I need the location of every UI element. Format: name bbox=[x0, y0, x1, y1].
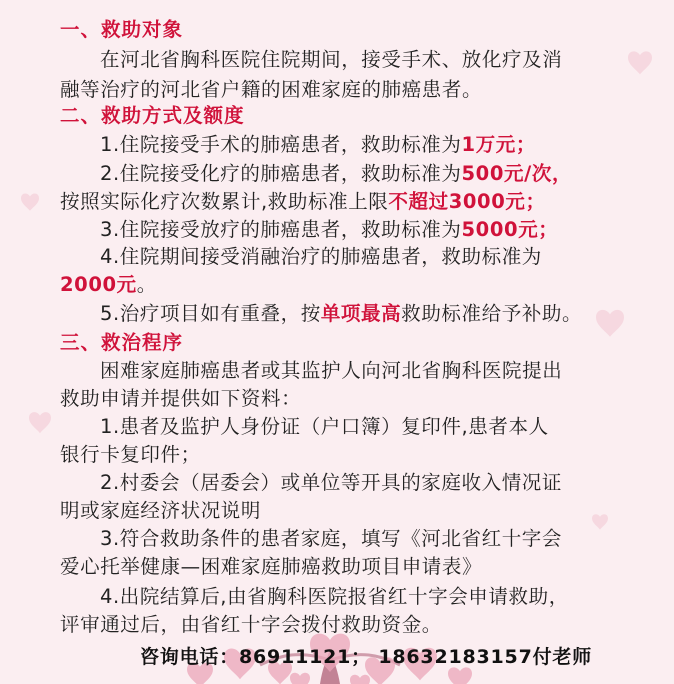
list-item bbox=[100, 161, 572, 187]
item-text: 按照实际化疗次数累计,救助标准上限 bbox=[60, 190, 389, 213]
list-item bbox=[100, 301, 582, 327]
highlight-amount: 不超过3000元； bbox=[388, 190, 546, 213]
highlight-text: 单项最高 bbox=[320, 302, 402, 325]
list-item-continued: 银行卡复印件； bbox=[60, 443, 201, 466]
item-text: 3.住院接受放疗的肺癌患者，救助标准为 bbox=[100, 218, 462, 241]
item-text: 1.住院接受手术的肺癌患者，救助标准为 bbox=[100, 133, 462, 156]
list-item-continued: 爱心托举健康—困难家庭肺癌救助项目申请表》 bbox=[60, 555, 483, 578]
highlight-amount: 500元/次， bbox=[461, 162, 573, 185]
paragraph-line: 融等治疗的河北省户籍的困难家庭的肺癌患者。 bbox=[60, 78, 483, 101]
list-item: 2.村委会（居委会）或单位等开具的家庭收入情况证 bbox=[100, 471, 563, 494]
list-item-continued: 明或家庭经济状况说明 bbox=[60, 499, 262, 522]
contact-phone: 咨询电话：86911121； 18632183157付老师 bbox=[140, 646, 592, 668]
item-text: 2.住院接受化疗的肺癌患者，救助标准为 bbox=[100, 162, 462, 185]
item-text: 5.治疗项目如有重叠，按 bbox=[100, 302, 321, 325]
highlight-amount: 1万元； bbox=[461, 133, 536, 156]
list-item-continued bbox=[60, 189, 546, 215]
list-item: 4.住院期间接受消融治疗的肺癌患者，救助标准为 bbox=[100, 245, 542, 268]
item-text: 。 bbox=[136, 273, 157, 296]
list-item: 4.出院结算后,由省胸科医院报省红十字会申请救助， bbox=[100, 585, 569, 608]
list-item: 3.符合救助条件的患者家庭，填写《河北省红十字会 bbox=[100, 527, 563, 550]
highlight-amount: 2000元 bbox=[60, 273, 137, 296]
list-item-continued: 评审通过后，由省红十字会拨付救助资金。 bbox=[60, 613, 442, 636]
paragraph-line: 在河北省胸科医院住院期间，接受手术、放化疗及消 bbox=[100, 48, 563, 71]
highlight-amount: 5000元； bbox=[461, 218, 559, 241]
section-heading-method: 二、救助方式及额度 bbox=[60, 104, 245, 127]
list-item bbox=[100, 217, 558, 243]
section-heading-recipients: 一、救助对象 bbox=[60, 18, 184, 41]
list-item bbox=[100, 132, 536, 158]
section-heading-procedure: 三、救治程序 bbox=[60, 331, 184, 354]
paragraph-line: 救助申请并提供如下资料： bbox=[60, 387, 302, 410]
item-text: 救助标准给予补助。 bbox=[401, 302, 583, 325]
paragraph-line: 困难家庭肺癌患者或其监护人向河北省胸科医院提出 bbox=[100, 359, 563, 382]
list-item-continued bbox=[60, 272, 157, 298]
list-item: 1.患者及监护人身份证（户口簿）复印件,患者本人 bbox=[100, 415, 549, 438]
